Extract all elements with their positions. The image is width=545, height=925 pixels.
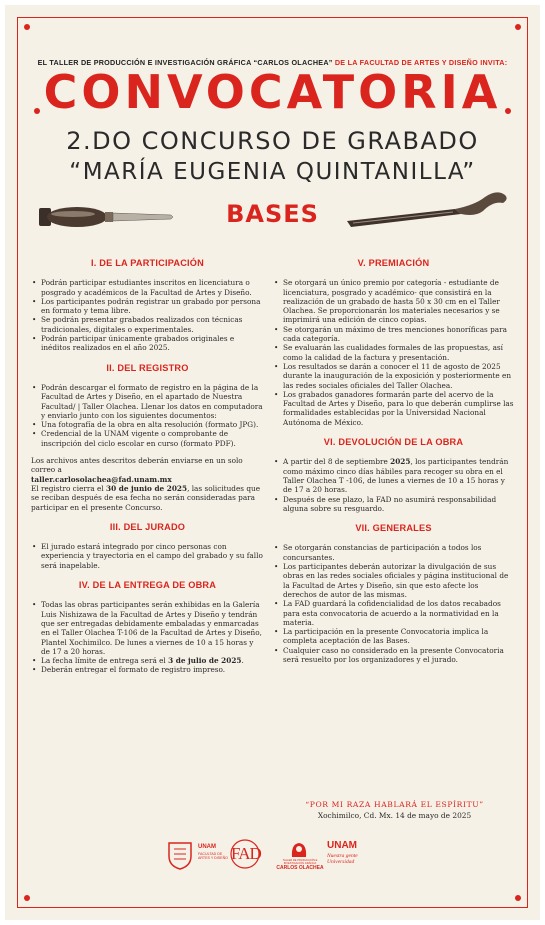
list-item: • La participación en la presente Convocatoria implica la completa aceptación de las Bases. [273, 627, 514, 646]
right-column [273, 259, 514, 675]
list-item: • Se otorgarán un máximo de tres menciones honoríficas para cada categoría. [273, 325, 514, 344]
delivery-list [31, 600, 264, 674]
corner-dot-icon [515, 895, 521, 901]
list-item: • A partir del 8 de septiembre 2025, los participantes tendrán como máximo cinco días hábiles para recoger su obra en el Taller Olachea T -106, de lunes a viernes de 10 a 15 horas y de 17 a 20 horas. [273, 457, 514, 494]
registration-deadline: El registro cierra el 30 de junio de 2025, las solicitudes que se reciban después de esa fecha no serán consideradas para participar en el presente Concurso. [31, 483, 261, 512]
section-title: III. DEL JURADO [109, 521, 186, 532]
section-title: II. DEL REGISTRO [106, 362, 189, 373]
list-item: • Se podrán presentar grabados realizados con técnicas tradicionales, digitales o experimentales. [31, 315, 264, 334]
corner-dot-icon [24, 24, 30, 30]
list-item: • Podrán descargar el formato de registro en la página de la Facultad de Artes y Diseño, en el apartado de Nuestra Facultad/ | Taller Olachea. Llenar los datos en computadora y enviarlo junto con los siguientes documentos: [31, 383, 264, 420]
unam-shield-icon [165, 840, 195, 870]
motto: “POR MI RAZA HABLARÁ EL ESPÍRITU” [305, 800, 484, 809]
jury-list [31, 542, 264, 570]
list-item: • Deberán entregar el formato de registro impreso. [31, 665, 264, 674]
left-column [31, 259, 264, 686]
list-item: • Se evaluarán las cualidades formales de las propuestas, así como la calidad de la factura y presentación. [273, 343, 514, 362]
header-organizer: EL TALLER DE PRODUCCIÓN E INVESTIGACIÓN GRÁFICA “CARLOS OLACHEA” [37, 58, 333, 67]
list-item: • Todas las obras participantes serán exhibidas en la Galería Luis Nishizawa de la Facultad de Artes y Diseño y tendrán que ser entregadas debidamente embaladas y enmarcadas en el Taller Olachea T-106 de la Facultad de Artes y Diseño, Plantel Xochimilco. De lunes a viernes de 10 a 15 horas y de 17 a 20 horas. [31, 600, 264, 656]
registration-list [31, 383, 264, 448]
list-item: • Podrán participar únicamente grabados originales e inéditos realizados en el año 2025. [31, 334, 264, 353]
header-faculty: DE LA FACULTAD DE ARTES Y DISEÑO INVITA: [334, 58, 508, 67]
burnisher-tool-icon [345, 187, 511, 235]
list-item: • El jurado estará integrado por cinco personas con experiencia y trayectoria en el campo del grabado y su fallo será inapelable. [31, 542, 264, 570]
list-item: • Cualquier caso no considerado en la presente Convocatoria será resuelto por los organizadores y el jurado. [273, 646, 514, 665]
contact-email[interactable]: taller.carlosolachea@fad.unam.mx [31, 474, 172, 484]
section-title: V. PREMIACIÓN [357, 258, 430, 268]
section-title: VII. GENERALES [355, 523, 432, 534]
participation-list [31, 278, 264, 352]
section-title: IV. DE LA ENTREGA DE OBRA [78, 580, 217, 591]
list-item: • Los participantes deberán autorizar la divulgación de sus obras en las redes sociales oficiales y página institucional de la Facultad de Artes y Diseño, sin que esto afecte los derechos de autor de las mismas. [273, 562, 514, 599]
honoree-name: “MARÍA EUGENIA QUINTANILLA” [69, 159, 476, 185]
general-list [273, 543, 514, 664]
place-date: Xochimilco, Cd. Mx. 14 de mayo de 2025 [317, 811, 472, 820]
list-item: • Se otorgarán constancias de participación a todos los concursantes. [273, 543, 514, 562]
bases-heading: BASES [226, 200, 319, 228]
section-title: VI. DEVOLUCIÓN DE LA OBRA [323, 437, 464, 448]
fad-text: FAD [231, 844, 261, 863]
list-item: • Una fotografía de la obra en alta resolución (formato JPG). [31, 420, 264, 429]
registration-note: Los archivos antes descritos deberán enviarse en un solo correo a [31, 456, 243, 475]
awards-list [273, 278, 514, 427]
list-item: • Podrán participar estudiantes inscritos en licenciatura o posgrado y académicos de la Facultad de Artes y Diseño. [31, 278, 264, 297]
list-item: • Se otorgará un único premio por categoría - estudiante de licenciatura, posgrado y académico- que consistirá en la realización de un grabado de hasta 50 x 30 cm en el Taller Olachea. Se proporcionarán los materiales necesarios y se imprimirá una edición de cinco copias. [273, 278, 514, 324]
list-item: • La FAD guardará la cofidencialidad de los datos recabados para esta convocatoria de acuerdo a la normatividad en la materia. [273, 599, 514, 627]
unam-label: UNAM [198, 844, 216, 850]
unam-tagline: Nuestra gente Universidad [327, 853, 358, 865]
taller-name: CARLOS OLACHEA [276, 865, 324, 871]
taller-label: TALLER DE PRODUCCIÓN E INVESTIGACIÓN GRÁFICA [282, 859, 318, 865]
taller-logo-icon [289, 840, 309, 860]
poster [5, 5, 540, 920]
section-title: I. DE LA PARTICIPACIÓN [91, 258, 204, 268]
corner-dot-icon [24, 895, 30, 901]
unam-text: UNAM [327, 840, 357, 851]
corner-dot-icon [515, 24, 521, 30]
list-item: • La fecha límite de entrega será el 3 de julio de 2025. [31, 656, 264, 665]
list-item: • Los participantes podrán registrar un grabado por persona en formato y tema libre. [31, 297, 264, 316]
list-item: • Credencial de la UNAM vigente o comprobante de inscripción del ciclo escolar en curso (formato PDF). [31, 429, 264, 448]
list-item: • Los resultados se darán a conocer el 11 de agosto de 2025 durante la inauguración de la exposición y posteriormente en las redes sociales oficiales del Taller Olachea. [273, 362, 514, 390]
contest-subtitle: 2.DO CONCURSO DE GRABADO [66, 127, 479, 155]
page-title: CONVOCATORIA [43, 65, 502, 119]
list-item: • Después de ese plazo, la FAD no asumirá responsabilidad alguna sobre su resguardo. [273, 495, 514, 514]
return-list [273, 457, 514, 513]
list-item: • Los grabados ganadores formarán parte del acervo de la Facultad de Artes y Diseño, para lo que deberán cumplirse las formalidades establecidas por la Universidad Nacional Autónoma de México. [273, 390, 514, 427]
fad-label: FACULTAD DE ARTES Y DISEÑO [198, 852, 228, 860]
